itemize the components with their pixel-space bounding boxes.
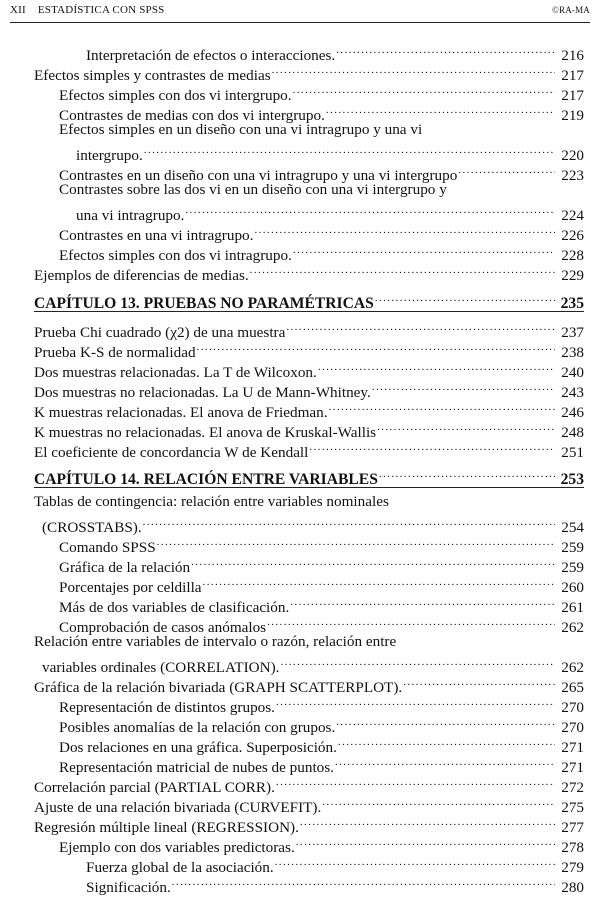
- toc-entry: [76, 140, 584, 164]
- toc-entry: [59, 752, 584, 776]
- toc-entry: [59, 220, 584, 244]
- toc-entry: [76, 200, 584, 224]
- dot-leader: [318, 357, 555, 377]
- toc-entry: [59, 732, 584, 756]
- toc-entry: [86, 40, 584, 64]
- toc-entry-title: K muestras relacionadas. El anova de Friedman.: [34, 404, 328, 421]
- toc-entry: [59, 832, 584, 856]
- toc-entry-page: 217: [561, 87, 584, 104]
- toc-entry: [34, 397, 584, 421]
- toc-entry: [34, 357, 584, 381]
- toc-entry: [34, 377, 584, 401]
- toc-entry-title: Regresión múltiple lineal (REGRESSION).: [34, 819, 299, 836]
- toc-entry-page: 254: [561, 519, 584, 536]
- toc-entry-title: Comando SPSS: [59, 539, 156, 556]
- dot-leader: [203, 572, 555, 592]
- dot-leader: [338, 732, 555, 752]
- toc-entry: [34, 60, 584, 84]
- toc-entry-page: 265: [561, 679, 584, 696]
- toc-entry-title: Contrastes de medias con dos vi intergrupo.: [59, 107, 325, 124]
- toc-entry: [34, 792, 584, 816]
- toc-entry: [42, 652, 584, 676]
- toc-entry-page: 270: [561, 699, 584, 716]
- toc-entry: [42, 512, 584, 536]
- toc-entry: [59, 532, 584, 556]
- toc-entry: [59, 80, 584, 104]
- toc-entry-title: Más de dos variables de clasificación.: [59, 599, 290, 616]
- toc-entry-title: Efectos simples con dos vi intragrupo.: [59, 247, 292, 264]
- toc-entry-title: variables ordinales (CORRELATION).: [42, 659, 280, 676]
- page-folio: XII: [10, 4, 26, 16]
- toc-entry-title: Fuerza global de la asociación.: [86, 859, 274, 876]
- toc-entry-page: 262: [561, 619, 584, 636]
- toc-entry-title: Ajuste de una relación bivariada (CURVEFIT).: [34, 799, 322, 816]
- toc-entry-continued: [34, 492, 584, 512]
- dot-leader: [375, 288, 555, 308]
- dot-leader: [197, 337, 555, 357]
- running-header: [10, 2, 590, 23]
- dot-leader: [267, 612, 555, 632]
- toc-entry-page: 223: [561, 167, 584, 184]
- toc-entry: [59, 100, 584, 124]
- header-left: [10, 4, 164, 16]
- dot-leader: [372, 377, 555, 397]
- toc-entry: [59, 240, 584, 264]
- toc-entry-page: 228: [561, 247, 584, 264]
- toc-entry: [34, 812, 584, 836]
- toc-entry: [34, 317, 584, 341]
- toc-entry: [34, 260, 584, 284]
- dot-leader: [403, 672, 555, 692]
- toc-entry-title: Prueba K-S de normalidad: [34, 344, 196, 361]
- dot-leader: [335, 752, 555, 772]
- dot-leader: [322, 792, 555, 812]
- dot-leader: [254, 220, 555, 240]
- chapter-rule: [34, 487, 584, 488]
- dot-leader: [272, 60, 555, 80]
- toc-entry-page: 277: [561, 819, 584, 836]
- toc-entry: [86, 852, 584, 876]
- toc-entry-title: Posibles anomalías de la relación con grupos.: [59, 719, 336, 736]
- toc-entry-page: 271: [561, 759, 584, 776]
- toc-entry: [59, 612, 584, 636]
- toc-entry-page: 279: [561, 859, 584, 876]
- dot-leader: [275, 852, 555, 872]
- dot-leader: [157, 532, 555, 552]
- toc-entry: [59, 160, 584, 184]
- toc-entry-title: El coeficiente de concordancia W de Kendall: [34, 444, 309, 461]
- toc-entry: [59, 692, 584, 716]
- toc-entry-page: 278: [561, 839, 584, 856]
- toc-entry-page: 261: [561, 599, 584, 616]
- toc-entry-title: Tablas de contingencia: relación entre variables nominales: [34, 493, 389, 510]
- toc-entry-title: Dos muestras relacionadas. La T de Wilcoxon.: [34, 364, 317, 381]
- toc-entry-page: 229: [561, 267, 584, 284]
- dot-leader: [300, 812, 555, 832]
- dot-leader: [309, 437, 555, 457]
- dot-leader: [458, 160, 555, 180]
- dot-leader: [172, 872, 555, 892]
- toc-entry: [59, 712, 584, 736]
- toc-entry-title: Ejemplo con dos variables predictoras.: [59, 839, 295, 856]
- toc-entry-page: 271: [561, 739, 584, 756]
- toc-chapter-13: [34, 288, 584, 312]
- toc-entry-page: 248: [561, 424, 584, 441]
- dot-leader: [296, 832, 555, 852]
- toc-entry-title: K muestras no relacionadas. El anova de Kruskal-Wallis: [34, 424, 377, 441]
- toc-entry-title: Contrastes en un diseño con una vi intragrupo y una vi intergrupo: [59, 167, 458, 184]
- toc-entry-title: Efectos simples y contrastes de medias: [34, 67, 271, 84]
- toc-entry-title: Dos muestras no relacionadas. La U de Mann-Whitney.: [34, 384, 371, 401]
- toc-entry-page: 246: [561, 404, 584, 421]
- book-title: ESTADÍSTICA CON SPSS: [37, 4, 165, 16]
- toc-entry: [34, 417, 584, 441]
- toc-entry-page: 270: [561, 719, 584, 736]
- chapter-page: 235: [560, 295, 584, 312]
- toc-entry-title: intergrupo.: [76, 147, 143, 164]
- toc-entry-title: Ejemplos de diferencias de medias.: [34, 267, 249, 284]
- dot-leader: [329, 397, 555, 417]
- toc-entry-page: 224: [561, 207, 584, 224]
- dot-leader: [250, 260, 555, 280]
- toc-entry-page: 262: [561, 659, 584, 676]
- toc-entry-title: Correlación parcial (PARTIAL CORR).: [34, 779, 275, 796]
- publisher-mark: ©RA-MA: [551, 5, 590, 15]
- dot-leader: [144, 140, 555, 160]
- toc-entry: [34, 772, 584, 796]
- toc-chapter-14: [34, 464, 584, 488]
- dot-leader: [276, 692, 555, 712]
- toc-entry-page: 280: [561, 879, 584, 896]
- toc-entry-title: Comprobación de casos anómalos: [59, 619, 267, 636]
- chapter-title: CAPÍTULO 14. RELACIÓN ENTRE VARIABLES: [34, 471, 378, 488]
- toc-entry-title: Representación matricial de nubes de puntos.: [59, 759, 334, 776]
- toc-entry-title: una vi intragrupo.: [76, 207, 185, 224]
- toc-entry: [34, 337, 584, 361]
- toc-entry-page: 238: [561, 344, 584, 361]
- toc-entry-title: Contrastes en una vi intragrupo.: [59, 227, 254, 244]
- toc-entry: [34, 437, 584, 461]
- dot-leader: [377, 417, 555, 437]
- toc-entry-title: Dos relaciones en una gráfica. Superposición.: [59, 739, 337, 756]
- toc-entry-page: 217: [561, 67, 584, 84]
- toc-entry-page: 240: [561, 364, 584, 381]
- toc-entry-title: Relación entre variables de intervalo o razón, relación entre: [34, 633, 397, 650]
- toc-entry-continued: [59, 120, 584, 140]
- toc-entry-title: Efectos simples con dos vi intergrupo.: [59, 87, 292, 104]
- toc-entry-title: Significación.: [86, 879, 171, 896]
- dot-leader: [326, 100, 555, 120]
- dot-leader: [143, 512, 555, 532]
- chapter-title: CAPÍTULO 13. PRUEBAS NO PARAMÉTRICAS: [34, 295, 374, 312]
- toc-entry: [59, 572, 584, 596]
- toc-entry-title: Prueba Chi cuadrado (χ2) de una muestra: [34, 324, 286, 341]
- dot-leader: [293, 80, 555, 100]
- dot-leader: [276, 772, 555, 792]
- toc-entry-page: 216: [561, 47, 584, 64]
- chapter-page: 253: [560, 471, 584, 488]
- dot-leader: [379, 464, 555, 484]
- toc-entry-page: 259: [561, 559, 584, 576]
- dot-leader: [293, 240, 555, 260]
- toc-entry-title: Porcentajes por celdilla: [59, 579, 202, 596]
- toc-entry-title: Efectos simples en un diseño con una vi intragrupo y una vi: [59, 121, 423, 138]
- toc-entry-continued: [59, 180, 584, 200]
- dot-leader: [336, 712, 555, 732]
- toc-entry-continued: [34, 632, 584, 652]
- toc-entry-title: Representación de distintos grupos.: [59, 699, 275, 716]
- toc-entry-page: 251: [561, 444, 584, 461]
- chapter-rule: [34, 311, 584, 312]
- toc-entry-title: Interpretación de efectos o interacciones.: [86, 47, 336, 64]
- toc-entry-page: 237: [561, 324, 584, 341]
- toc-entry-page: 243: [561, 384, 584, 401]
- toc-entry: [59, 592, 584, 616]
- dot-leader: [185, 200, 555, 220]
- toc-entry-page: 275: [561, 799, 584, 816]
- dot-leader: [336, 40, 555, 60]
- toc-entry-page: 260: [561, 579, 584, 596]
- toc-entry-title: Gráfica de la relación: [59, 559, 191, 576]
- toc-entry-page: 259: [561, 539, 584, 556]
- dot-leader: [290, 592, 555, 612]
- dot-leader: [191, 552, 555, 572]
- toc-entry-title: (CROSSTABS).: [42, 519, 142, 536]
- toc-entry-title: Contrastes sobre las dos vi en un diseño con una vi intergrupo y: [59, 181, 447, 198]
- toc-entry: [59, 552, 584, 576]
- toc-entry: [86, 872, 584, 896]
- dot-leader: [280, 652, 555, 672]
- dot-leader: [286, 317, 555, 337]
- toc-entry-page: 219: [561, 107, 584, 124]
- toc-entry-page: 272: [561, 779, 584, 796]
- toc-entry: [34, 672, 584, 696]
- toc-entry-title: Gráfica de la relación bivariada (GRAPH SCATTERPLOT).: [34, 679, 403, 696]
- toc-entry-page: 226: [561, 227, 584, 244]
- toc-entry-page: 220: [561, 147, 584, 164]
